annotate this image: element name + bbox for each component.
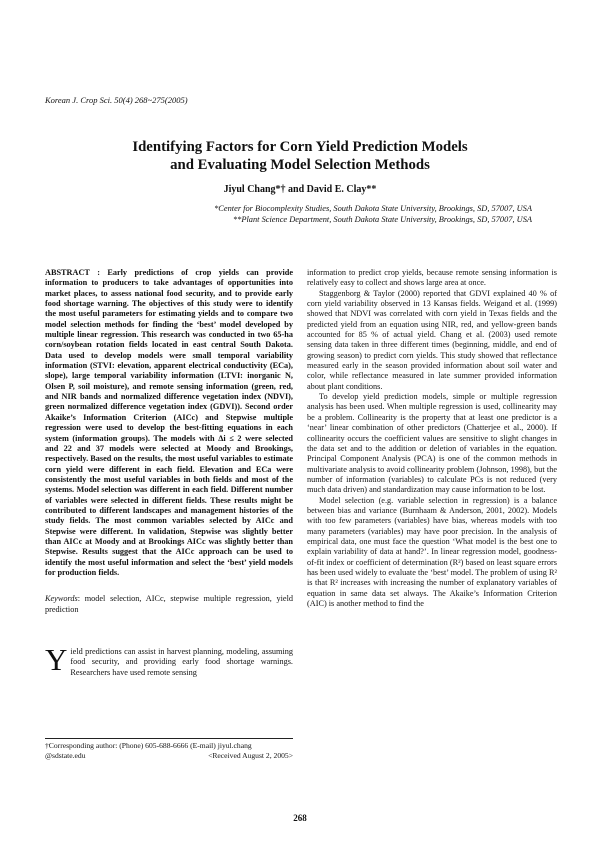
introduction — [45, 642, 293, 678]
paragraph: information to predict crop yields, because remote sensing information is relatively easy to collect and shows large area at once. — [307, 268, 557, 288]
keywords-text: : model selection, AICc, stepwise multiple regression, yield prediction — [45, 594, 293, 614]
keywords-label: Keywords — [45, 594, 78, 604]
received-date: <Received August 2, 2005> — [208, 750, 293, 760]
abstract-text: ABSTRACT : Early predictions of crop yields can provide information to producers to take advantages of opportunities into market places, to assess national food security, and to provide early food shortage warning. The objectives of this study were to identify the most useful parameters for estimating yields and to compare two model selection methods for finding the ‘best’ model developed by multiple linear regression. This research was conducted in two 65-ha corn/soybean rotation fields located in east central South Dakota. Data used to develop models were small temporal variability information (STVI: elevation, apparent electrical conductivity (ECa), slope), large temporal variability information (LTVI: inorganic N, Olsen P, soil moisture), and remote sensing information (green, red, and NIR bands and normalized difference vegetation index (NDVI), green normalized difference vegetation index (GDVI)). Second order Akaike’s Information Criterion (AICc) and Stepwise multiple regression were used to develop the best-fitting equations in each system (information groups). The models with Δi ≤ 2 were selected and 22 and 37 models were selected at Moody and Brookings, respectively. Based on the results, the most useful variables to estimate corn yield were different in each field. Elevation and ECa were consistently the most useful variables in both fields and most of the systems. Model selection was different in each field. Different number of variables were selected in different fields. These results might be contributed to different landscapes and management histories of the study fields. The most common variables selected by AICc and Stepwise were different. In validation, Stepwise was slightly better than AICc at Moody and at Brookings AICc was slightly better than Stepwise. Results suggest that the AICc approach can be used to identify the most useful information and select the ‘best’ yield models for production fields. — [45, 268, 293, 577]
title-line-2: and Evaluating Model Selection Methods — [170, 157, 430, 173]
affiliations — [214, 203, 532, 225]
abstract — [45, 268, 293, 578]
affiliation-1: *Center for Biocomplexity Studies, South Dakota State University, Brookings, SD, 57007, USA — [214, 204, 532, 213]
authors: Jiyul Chang*† and David E. Clay** — [223, 184, 377, 195]
paragraph: Staggenborg & Taylor (2000) reported that GDVI explained 40 % of corn yield variability observed in 13 Kansas fields. Weigand et al. (1999) showed that NDVI was correlated with corn yield in Texas fields and the predicted yield from an equation using NIR, red, and yellow-green bands accounted for 85 % of actual yield. Chang et al. (2003) used remote sensing data taken in three different times (beginning, middle, and end of growing season) to predict corn yields. This study showed that reflectance measured early in the season provided information about soil water and color, while reflectance measured in late summer provided information about plant conditions. — [307, 288, 557, 391]
right-column — [307, 268, 557, 609]
title-line-1: Identifying Factors for Corn Yield Prediction Models — [132, 139, 468, 155]
keywords — [45, 594, 293, 615]
affiliation-2: **Plant Science Department, South Dakota State University, Brookings, SD, 57007, USA — [232, 215, 532, 225]
footnote-rule — [45, 738, 293, 739]
paragraph: To develop yield prediction models, simple or multiple regression analysis has been used. When multiple regression is used, collinearity may be a problem. Collinearity is the property that at least one predictor is a ‘near’ linear combination of other predictors (Chatterjee et al., 2000). If collinearity occurs the coefficient values are sensitive to slight changes in the data set and to the addition or deletion of variables in the equation. Principal Component Analysis (PCA) is one of the common methods in multivariate analysis to avoid collinearity problem (Johnson, 1998), but the number of information (variables) to calculate PCs is not reduced (very much data driven) and standardization may cause information to be lost. — [307, 392, 557, 495]
paragraph: Model selection (e.g. variable selection in regression) is a balance between bias and variance (Burnhaam & Anderson, 2001, 2002). Models with too few parameters (variables) have bias, whereas models with too many parameters (variables) may have poor precision. In the analysis of empirical data, one must face the question ‘What model is the best one to explain variability of data at hand?’. In linear regression model, goodness-of-fit index or coefficient of determination (R²) based on least square errors has been used widely to evaluate the ‘best’ model. The problem of using R² is that R² increases with increasing the number of explanatory variables of equation in same data set always. The Akaike’s Information Criterion (AIC) is another method to find the — [307, 495, 557, 608]
footnote-line-2 — [45, 751, 293, 761]
page-number: 268 — [293, 813, 307, 823]
drop-cap: Y — [45, 642, 68, 677]
footnote-email: @sdstate.edu — [45, 750, 86, 760]
intro-text: ield predictions can assist in harvest planning, modeling, assuming food security, and providing early food shortage warnings. Researchers have used remote sensing — [70, 647, 293, 677]
footnote — [45, 741, 293, 760]
left-column — [45, 268, 293, 678]
paper-title — [40, 138, 560, 174]
journal-citation: Korean J. Crop Sci. 50(4) 268~275(2005) — [45, 95, 188, 105]
footnote-author: †Corresponding author: (Phone) 605-688-6666 (E-mail) jiyul.chang — [45, 741, 252, 750]
